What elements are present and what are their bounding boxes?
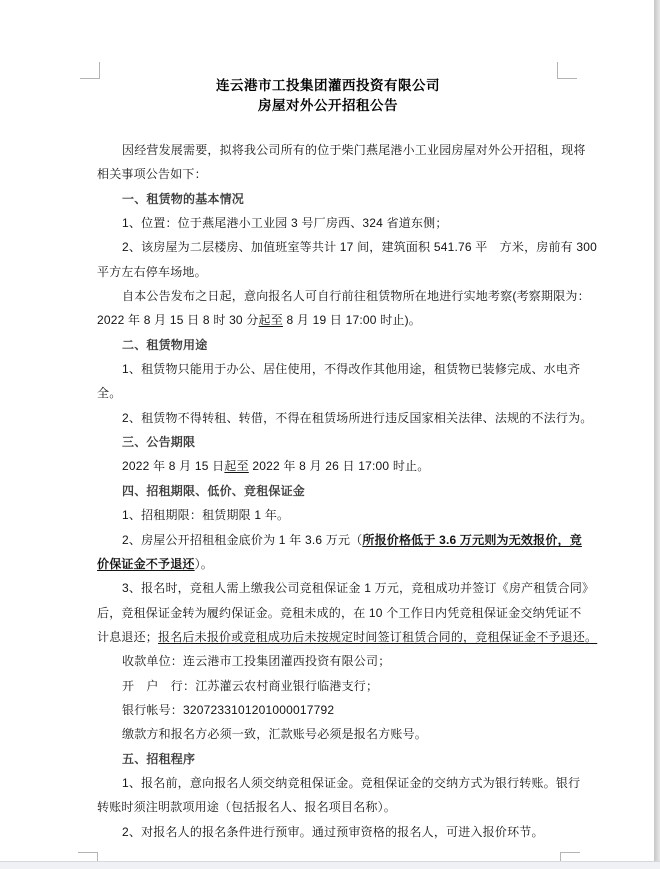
text-run: 平方左右停车场地。 (97, 264, 207, 279)
text-run: 相关事项公告如下： (97, 167, 207, 182)
text-line (97, 235, 598, 259)
text-run: 2022 年 8 月 15 日 (122, 459, 225, 474)
emphasized-text-run: 所报价格低于 3.6 万元则为无效报价，竞 (362, 532, 582, 547)
section-heading (97, 430, 559, 454)
text-run: 三、公告期限 (122, 435, 196, 450)
document-body (97, 138, 598, 844)
text-run: 收款单位：连云港市工投集团灌西投资有限公司； (122, 654, 391, 669)
document-text-area (97, 76, 598, 844)
page-edge-bottom (0, 861, 660, 869)
text-line (97, 528, 582, 552)
text-line (97, 771, 581, 795)
text-line (97, 381, 559, 405)
text-run: 3、报名时，竞租人需上缴我公司竞租保证金 1 万元，竞租成功并签订《房产租赁合同》 (122, 581, 595, 596)
text-line (97, 576, 595, 600)
section-heading (97, 747, 559, 771)
text-run: 自本公告发布之日起，意向报名人可自行前往租赁物所在地进行实地考察(考察期限为： (122, 289, 590, 304)
text-line (97, 284, 590, 308)
text-run: 缴款方和报名方必须一致，汇款账号必须是报名方账号。 (122, 727, 428, 742)
text-run: ）。 (194, 556, 214, 571)
text-line (97, 308, 559, 332)
text-line (97, 260, 559, 284)
text-line (97, 722, 559, 746)
text-run: 1、租赁物只能用于办公、居住使用，不得改作其他用途，租赁物已装修完成、水电齐 (122, 362, 581, 377)
text-run: 2、对报名人的报名条件进行预审。通过预审资格的报名人，可进入报价环节。 (122, 824, 544, 839)
emphasized-text-run: 价保证金不予退还 (97, 556, 195, 571)
document-title-line-1: 连云港市工投集团灌西投资有限公司 (216, 78, 440, 93)
section-heading (97, 333, 559, 357)
text-run: 四、招租期限、低价、竞租保证金 (122, 483, 306, 498)
text-line (97, 406, 593, 430)
page-edge-right (654, 0, 660, 869)
text-run: 2、该房屋为二层楼房、加值班室等共计 17 间，建筑面积 541.76 平 方米，房前有 300 (122, 240, 598, 255)
text-line (97, 162, 559, 186)
emphasized-text-run: 起至 (224, 459, 249, 474)
text-line (97, 698, 559, 722)
text-line (97, 138, 586, 162)
text-run: 2、租赁物不得转租、转借，不得在租赁场所进行违反国家相关法律、法规的不法行为。 (122, 410, 593, 425)
text-run: 1、招租期限：租赁期限 1 年。 (122, 508, 290, 523)
section-heading (97, 479, 559, 503)
text-line (97, 649, 559, 673)
text-run: 1、报名前，意向报名人须交纳竞租保证金。竞租保证金的交纳方式为银行转账。银行 (122, 775, 581, 790)
text-line (97, 820, 559, 844)
text-run: 8 月 19 日 17:00 时止)。 (282, 313, 422, 328)
text-run: 后，竞租保证金转为履约保证金。竞租未成的，在 10 个工作日内凭竞租保证金交纳凭证不 (97, 605, 582, 620)
text-line (97, 625, 598, 649)
text-run: 转账时须注明款项用途（包括报名人、报名项目名称）。 (97, 800, 397, 815)
text-run: 因经营发展需要，拟将我公司所有的位于柴门燕尾港小工业园房屋对外公开招租，现将 (122, 143, 586, 157)
emphasized-text-run: 起至 (258, 313, 283, 328)
text-run: 开 户 行：江苏灌云农村商业银行临港支行； (122, 678, 379, 693)
margin-crop-mark-top-right (557, 62, 577, 79)
text-line (97, 795, 559, 819)
section-heading (97, 187, 559, 211)
text-run: 1、位置：位于燕尾港小工业园 3 号厂房西、324 省道东侧； (122, 216, 448, 231)
text-line (97, 601, 582, 625)
text-line (97, 503, 559, 527)
text-run: 2、房屋公开招租租金底价为 1 年 3.6 万元（ (122, 532, 363, 547)
text-run: 2022 年 8 月 15 日 8 时 30 分 (97, 313, 259, 328)
text-run: 全。 (97, 386, 122, 401)
text-run: 银行帐号：3207233101201000017792 (122, 702, 335, 717)
text-run: 2022 年 8 月 26 日 17:00 时止。 (248, 459, 430, 474)
text-run: 一、租赁物的基本情况 (122, 191, 245, 206)
text-line (97, 674, 559, 698)
document-title-line-2: 房屋对外公开招租公告 (258, 98, 398, 113)
text-line (97, 211, 559, 235)
text-run: 五、招租程序 (122, 751, 196, 766)
emphasized-text-run: 报名后未报价或竞租成功后未按规定时间签订租赁合同的，竞租保证金不予退还。 (158, 629, 598, 644)
text-run: 计息退还； (97, 629, 159, 644)
text-line (97, 357, 581, 381)
text-run: 二、租赁物用途 (122, 337, 208, 352)
text-line (97, 454, 559, 478)
text-line (97, 552, 559, 576)
